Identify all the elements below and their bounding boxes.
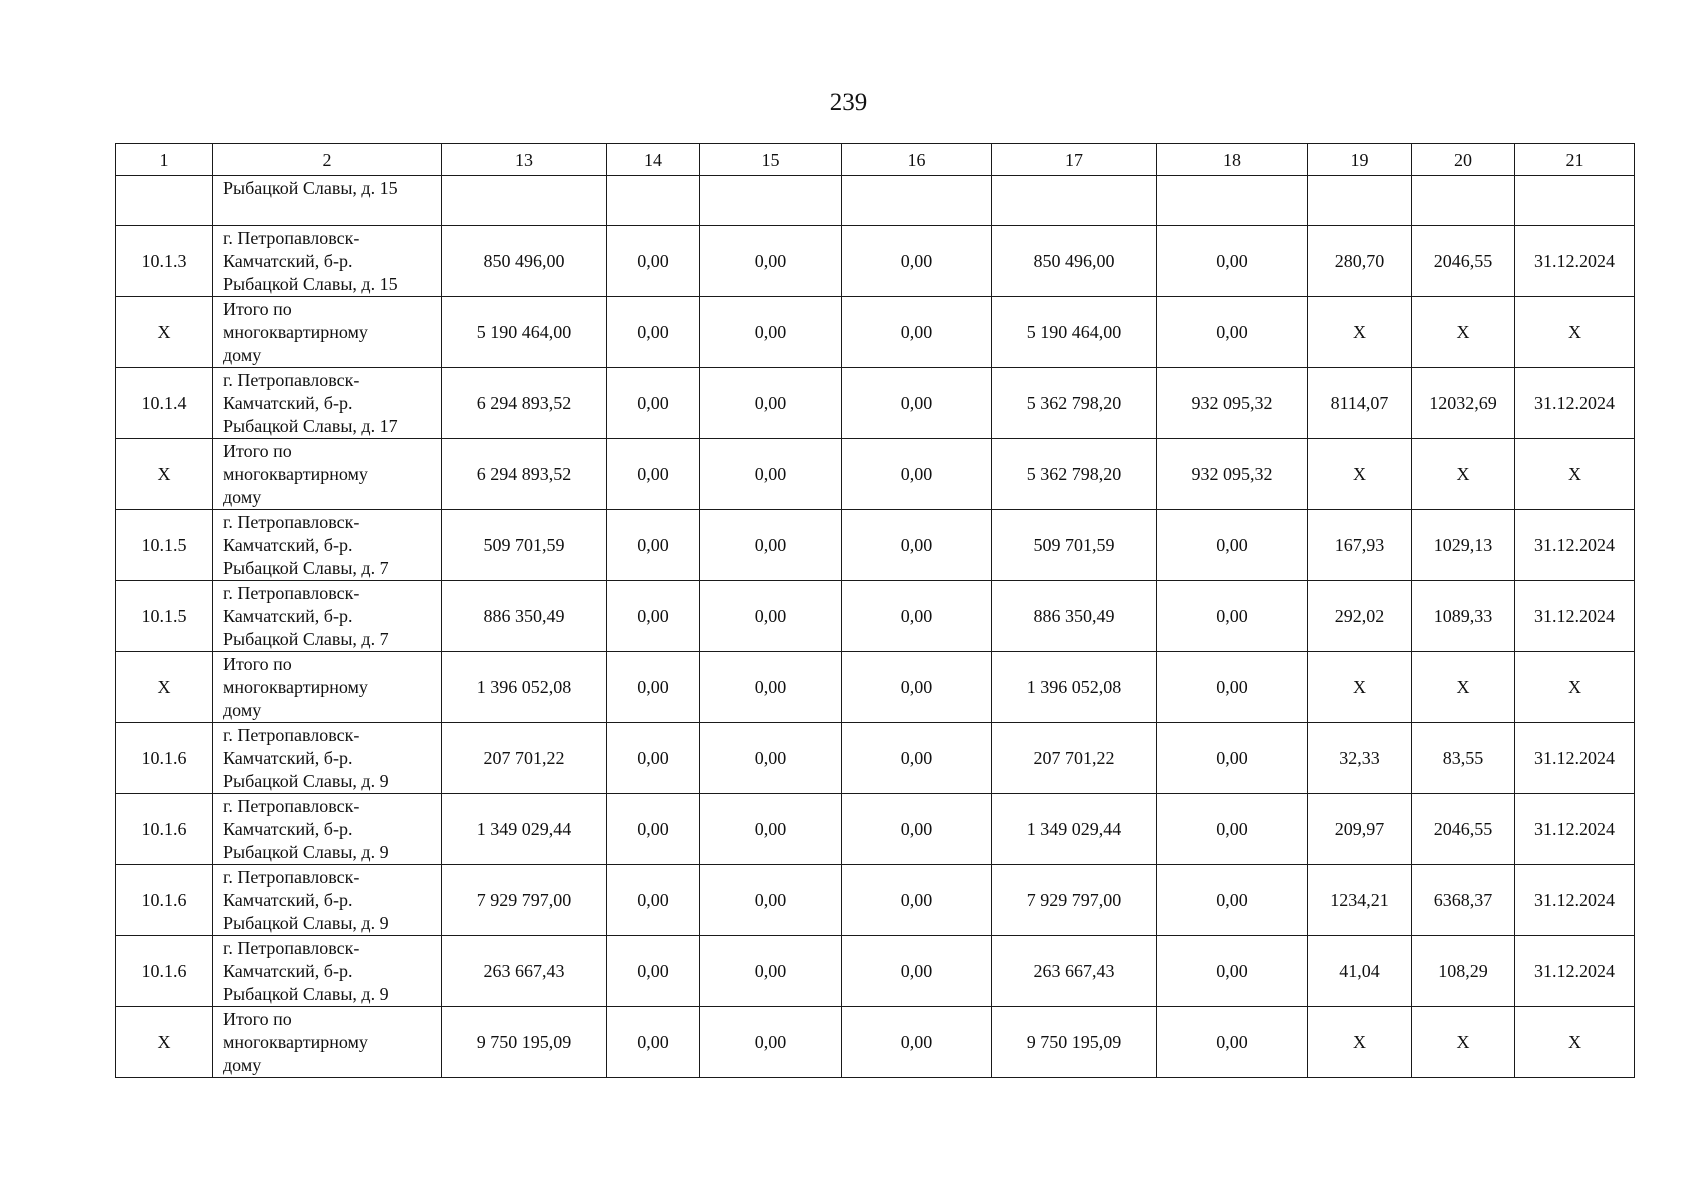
row-number-cell — [116, 176, 213, 226]
value-cell-16: 0,00 — [842, 936, 992, 1007]
address-line: Камчатский, б-р. — [223, 392, 353, 413]
value-cell-19: 292,02 — [1308, 581, 1412, 652]
value-cell-20: X — [1412, 1007, 1515, 1078]
address-line: Рыбацкой Славы, д. 15 — [223, 273, 398, 294]
value-cell-13: 886 350,49 — [442, 581, 607, 652]
value-cell-14: 0,00 — [607, 510, 700, 581]
address-cell — [213, 1007, 442, 1078]
address-cell — [213, 368, 442, 439]
value-cell-15: 0,00 — [700, 368, 842, 439]
value-cell-13: 9 750 195,09 — [442, 1007, 607, 1078]
address-cell — [213, 581, 442, 652]
table-row — [116, 652, 1635, 723]
address-line: дому — [223, 486, 262, 507]
value-cell-18: 0,00 — [1157, 510, 1308, 581]
value-cell-18: 0,00 — [1157, 865, 1308, 936]
value-cell-20 — [1412, 176, 1515, 226]
value-cell-20: 6368,37 — [1412, 865, 1515, 936]
address-line: г. Петропавловск- — [223, 937, 360, 958]
value-cell-15: 0,00 — [700, 936, 842, 1007]
table-row — [116, 176, 1635, 226]
table-row — [116, 1007, 1635, 1078]
table-row — [116, 865, 1635, 936]
value-cell-13: 6 294 893,52 — [442, 439, 607, 510]
value-cell-20: 1089,33 — [1412, 581, 1515, 652]
address-line: многоквартирному — [223, 321, 368, 342]
row-number-cell: 10.1.5 — [116, 581, 213, 652]
address-line: Рыбацкой Славы, д. 17 — [223, 415, 398, 436]
value-cell-13: 509 701,59 — [442, 510, 607, 581]
table-row — [116, 368, 1635, 439]
column-header: 17 — [992, 144, 1157, 176]
address-cell — [213, 723, 442, 794]
address-line: г. Петропавловск- — [223, 795, 360, 816]
value-cell-16: 0,00 — [842, 652, 992, 723]
address-line: г. Петропавловск- — [223, 724, 360, 745]
value-cell-19: 1234,21 — [1308, 865, 1412, 936]
column-header: 18 — [1157, 144, 1308, 176]
row-number-cell: 10.1.3 — [116, 226, 213, 297]
row-number-cell: 10.1.4 — [116, 368, 213, 439]
address-line: дому — [223, 344, 262, 365]
value-cell-19: 209,97 — [1308, 794, 1412, 865]
row-number-cell: 10.1.6 — [116, 794, 213, 865]
value-cell-17: 1 396 052,08 — [992, 652, 1157, 723]
row-number-cell: 10.1.6 — [116, 936, 213, 1007]
value-cell-16: 0,00 — [842, 794, 992, 865]
row-number-cell: X — [116, 297, 213, 368]
value-cell-15: 0,00 — [700, 439, 842, 510]
value-cell-19: 32,33 — [1308, 723, 1412, 794]
value-cell-15: 0,00 — [700, 510, 842, 581]
value-cell-21: 31.12.2024 — [1515, 581, 1635, 652]
address-cell — [213, 439, 442, 510]
value-cell-18: 0,00 — [1157, 1007, 1308, 1078]
address-line: Камчатский, б-р. — [223, 747, 353, 768]
value-cell-15: 0,00 — [700, 297, 842, 368]
value-cell-16: 0,00 — [842, 439, 992, 510]
value-cell-20: 12032,69 — [1412, 368, 1515, 439]
value-cell-17: 5 190 464,00 — [992, 297, 1157, 368]
value-cell-18: 0,00 — [1157, 723, 1308, 794]
value-cell-13: 5 190 464,00 — [442, 297, 607, 368]
value-cell-15: 0,00 — [700, 226, 842, 297]
value-cell-13: 1 396 052,08 — [442, 652, 607, 723]
value-cell-14: 0,00 — [607, 226, 700, 297]
table-row — [116, 723, 1635, 794]
value-cell-14: 0,00 — [607, 723, 700, 794]
value-cell-13: 207 701,22 — [442, 723, 607, 794]
page-number: 239 — [829, 89, 868, 116]
value-cell-17: 509 701,59 — [992, 510, 1157, 581]
address-cell — [213, 297, 442, 368]
value-cell-18: 0,00 — [1157, 297, 1308, 368]
address-line: Камчатский, б-р. — [223, 889, 353, 910]
value-cell-17: 9 750 195,09 — [992, 1007, 1157, 1078]
address-line: Рыбацкой Славы, д. 15 — [223, 178, 398, 198]
value-cell-20: 1029,13 — [1412, 510, 1515, 581]
row-number-cell: X — [116, 652, 213, 723]
address-line: дому — [223, 699, 262, 720]
address-line: г. Петропавловск- — [223, 866, 360, 887]
table-row — [116, 936, 1635, 1007]
value-cell-14: 0,00 — [607, 1007, 700, 1078]
value-cell-21: X — [1515, 1007, 1635, 1078]
value-cell-21: 31.12.2024 — [1515, 723, 1635, 794]
address-line: Итого по — [223, 1008, 292, 1029]
value-cell-20: X — [1412, 297, 1515, 368]
row-number-cell: 10.1.5 — [116, 510, 213, 581]
value-cell-14: 0,00 — [607, 652, 700, 723]
table-row — [116, 510, 1635, 581]
value-cell-18: 0,00 — [1157, 936, 1308, 1007]
address-line: Рыбацкой Славы, д. 7 — [223, 628, 389, 649]
value-cell-16: 0,00 — [842, 865, 992, 936]
row-number-cell: X — [116, 1007, 213, 1078]
value-cell-20: X — [1412, 652, 1515, 723]
address-line: многоквартирному — [223, 1031, 368, 1052]
value-cell-21: X — [1515, 297, 1635, 368]
value-cell-21: 31.12.2024 — [1515, 510, 1635, 581]
value-cell-16: 0,00 — [842, 581, 992, 652]
value-cell-18: 0,00 — [1157, 581, 1308, 652]
address-cell — [213, 510, 442, 581]
value-cell-20: 108,29 — [1412, 936, 1515, 1007]
address-line: г. Петропавловск- — [223, 369, 360, 390]
value-cell-21: 31.12.2024 — [1515, 226, 1635, 297]
address-line: Итого по — [223, 440, 292, 461]
value-cell-14: 0,00 — [607, 936, 700, 1007]
value-cell-16: 0,00 — [842, 723, 992, 794]
value-cell-20: 2046,55 — [1412, 226, 1515, 297]
value-cell-19: X — [1308, 439, 1412, 510]
column-header: 14 — [607, 144, 700, 176]
value-cell-15: 0,00 — [700, 865, 842, 936]
column-header: 16 — [842, 144, 992, 176]
table-row — [116, 794, 1635, 865]
value-cell-14: 0,00 — [607, 865, 700, 936]
address-line: Камчатский, б-р. — [223, 534, 353, 555]
value-cell-19: X — [1308, 652, 1412, 723]
value-cell-15: 0,00 — [700, 723, 842, 794]
value-cell-15: 0,00 — [700, 794, 842, 865]
value-cell-19: 167,93 — [1308, 510, 1412, 581]
value-cell-21: 31.12.2024 — [1515, 368, 1635, 439]
value-cell-17: 850 496,00 — [992, 226, 1157, 297]
value-cell-15 — [700, 176, 842, 226]
value-cell-13: 850 496,00 — [442, 226, 607, 297]
row-number-cell: X — [116, 439, 213, 510]
value-cell-16: 0,00 — [842, 1007, 992, 1078]
value-cell-14: 0,00 — [607, 368, 700, 439]
value-cell-17: 263 667,43 — [992, 936, 1157, 1007]
value-cell-20: 83,55 — [1412, 723, 1515, 794]
value-cell-17: 7 929 797,00 — [992, 865, 1157, 936]
address-line: г. Петропавловск- — [223, 511, 360, 532]
value-cell-18 — [1157, 176, 1308, 226]
value-cell-17: 5 362 798,20 — [992, 439, 1157, 510]
value-cell-16: 0,00 — [842, 297, 992, 368]
column-header: 2 — [213, 144, 442, 176]
value-cell-14 — [607, 176, 700, 226]
value-cell-19: X — [1308, 297, 1412, 368]
value-cell-15: 0,00 — [700, 1007, 842, 1078]
address-line: Рыбацкой Славы, д. 9 — [223, 912, 389, 933]
address-line: многоквартирному — [223, 676, 368, 697]
address-line: г. Петропавловск- — [223, 227, 360, 248]
address-line: Камчатский, б-р. — [223, 250, 353, 271]
value-cell-19: 41,04 — [1308, 936, 1412, 1007]
address-cell — [213, 176, 442, 226]
value-cell-16: 0,00 — [842, 510, 992, 581]
address-line: Итого по — [223, 653, 292, 674]
address-cell — [213, 936, 442, 1007]
value-cell-15: 0,00 — [700, 652, 842, 723]
value-cell-13: 263 667,43 — [442, 936, 607, 1007]
table-row — [116, 297, 1635, 368]
data-table — [115, 143, 1635, 1078]
row-number-cell: 10.1.6 — [116, 865, 213, 936]
row-number-cell: 10.1.6 — [116, 723, 213, 794]
column-header: 1 — [116, 144, 213, 176]
value-cell-17 — [992, 176, 1157, 226]
value-cell-17: 886 350,49 — [992, 581, 1157, 652]
value-cell-14: 0,00 — [607, 297, 700, 368]
value-cell-17: 1 349 029,44 — [992, 794, 1157, 865]
value-cell-21: 31.12.2024 — [1515, 794, 1635, 865]
address-cell — [213, 226, 442, 297]
value-cell-17: 5 362 798,20 — [992, 368, 1157, 439]
address-line: Итого по — [223, 298, 292, 319]
value-cell-14: 0,00 — [607, 794, 700, 865]
column-header: 15 — [700, 144, 842, 176]
address-line: Камчатский, б-р. — [223, 605, 353, 626]
value-cell-18: 0,00 — [1157, 226, 1308, 297]
address-line: Рыбацкой Славы, д. 7 — [223, 557, 389, 578]
value-cell-21: 31.12.2024 — [1515, 936, 1635, 1007]
value-cell-13 — [442, 176, 607, 226]
value-cell-15: 0,00 — [700, 581, 842, 652]
column-header: 21 — [1515, 144, 1635, 176]
value-cell-20: 2046,55 — [1412, 794, 1515, 865]
value-cell-19 — [1308, 176, 1412, 226]
address-line: многоквартирному — [223, 463, 368, 484]
value-cell-19: X — [1308, 1007, 1412, 1078]
column-header: 20 — [1412, 144, 1515, 176]
table-row — [116, 581, 1635, 652]
header-row — [116, 144, 1635, 176]
address-line: Камчатский, б-р. — [223, 818, 353, 839]
value-cell-18: 932 095,32 — [1157, 368, 1308, 439]
table-row — [116, 439, 1635, 510]
table-body — [116, 176, 1635, 1078]
address-line: г. Петропавловск- — [223, 582, 360, 603]
value-cell-14: 0,00 — [607, 581, 700, 652]
value-cell-20: X — [1412, 439, 1515, 510]
value-cell-17: 207 701,22 — [992, 723, 1157, 794]
value-cell-19: 8114,07 — [1308, 368, 1412, 439]
value-cell-14: 0,00 — [607, 439, 700, 510]
value-cell-18: 932 095,32 — [1157, 439, 1308, 510]
value-cell-21: X — [1515, 439, 1635, 510]
value-cell-13: 6 294 893,52 — [442, 368, 607, 439]
value-cell-18: 0,00 — [1157, 794, 1308, 865]
value-cell-18: 0,00 — [1157, 652, 1308, 723]
address-cell — [213, 652, 442, 723]
value-cell-16: 0,00 — [842, 368, 992, 439]
table-row — [116, 226, 1635, 297]
value-cell-21: X — [1515, 652, 1635, 723]
address-line: Камчатский, б-р. — [223, 960, 353, 981]
column-header: 19 — [1308, 144, 1412, 176]
address-line: Рыбацкой Славы, д. 9 — [223, 770, 389, 791]
address-line: Рыбацкой Славы, д. 9 — [223, 983, 389, 1004]
address-cell — [213, 794, 442, 865]
value-cell-19: 280,70 — [1308, 226, 1412, 297]
value-cell-13: 1 349 029,44 — [442, 794, 607, 865]
value-cell-16 — [842, 176, 992, 226]
value-cell-21 — [1515, 176, 1635, 226]
address-cell — [213, 865, 442, 936]
address-line: дому — [223, 1054, 262, 1075]
column-header: 13 — [442, 144, 607, 176]
value-cell-21: 31.12.2024 — [1515, 865, 1635, 936]
value-cell-13: 7 929 797,00 — [442, 865, 607, 936]
value-cell-16: 0,00 — [842, 226, 992, 297]
address-line: Рыбацкой Славы, д. 9 — [223, 841, 389, 862]
